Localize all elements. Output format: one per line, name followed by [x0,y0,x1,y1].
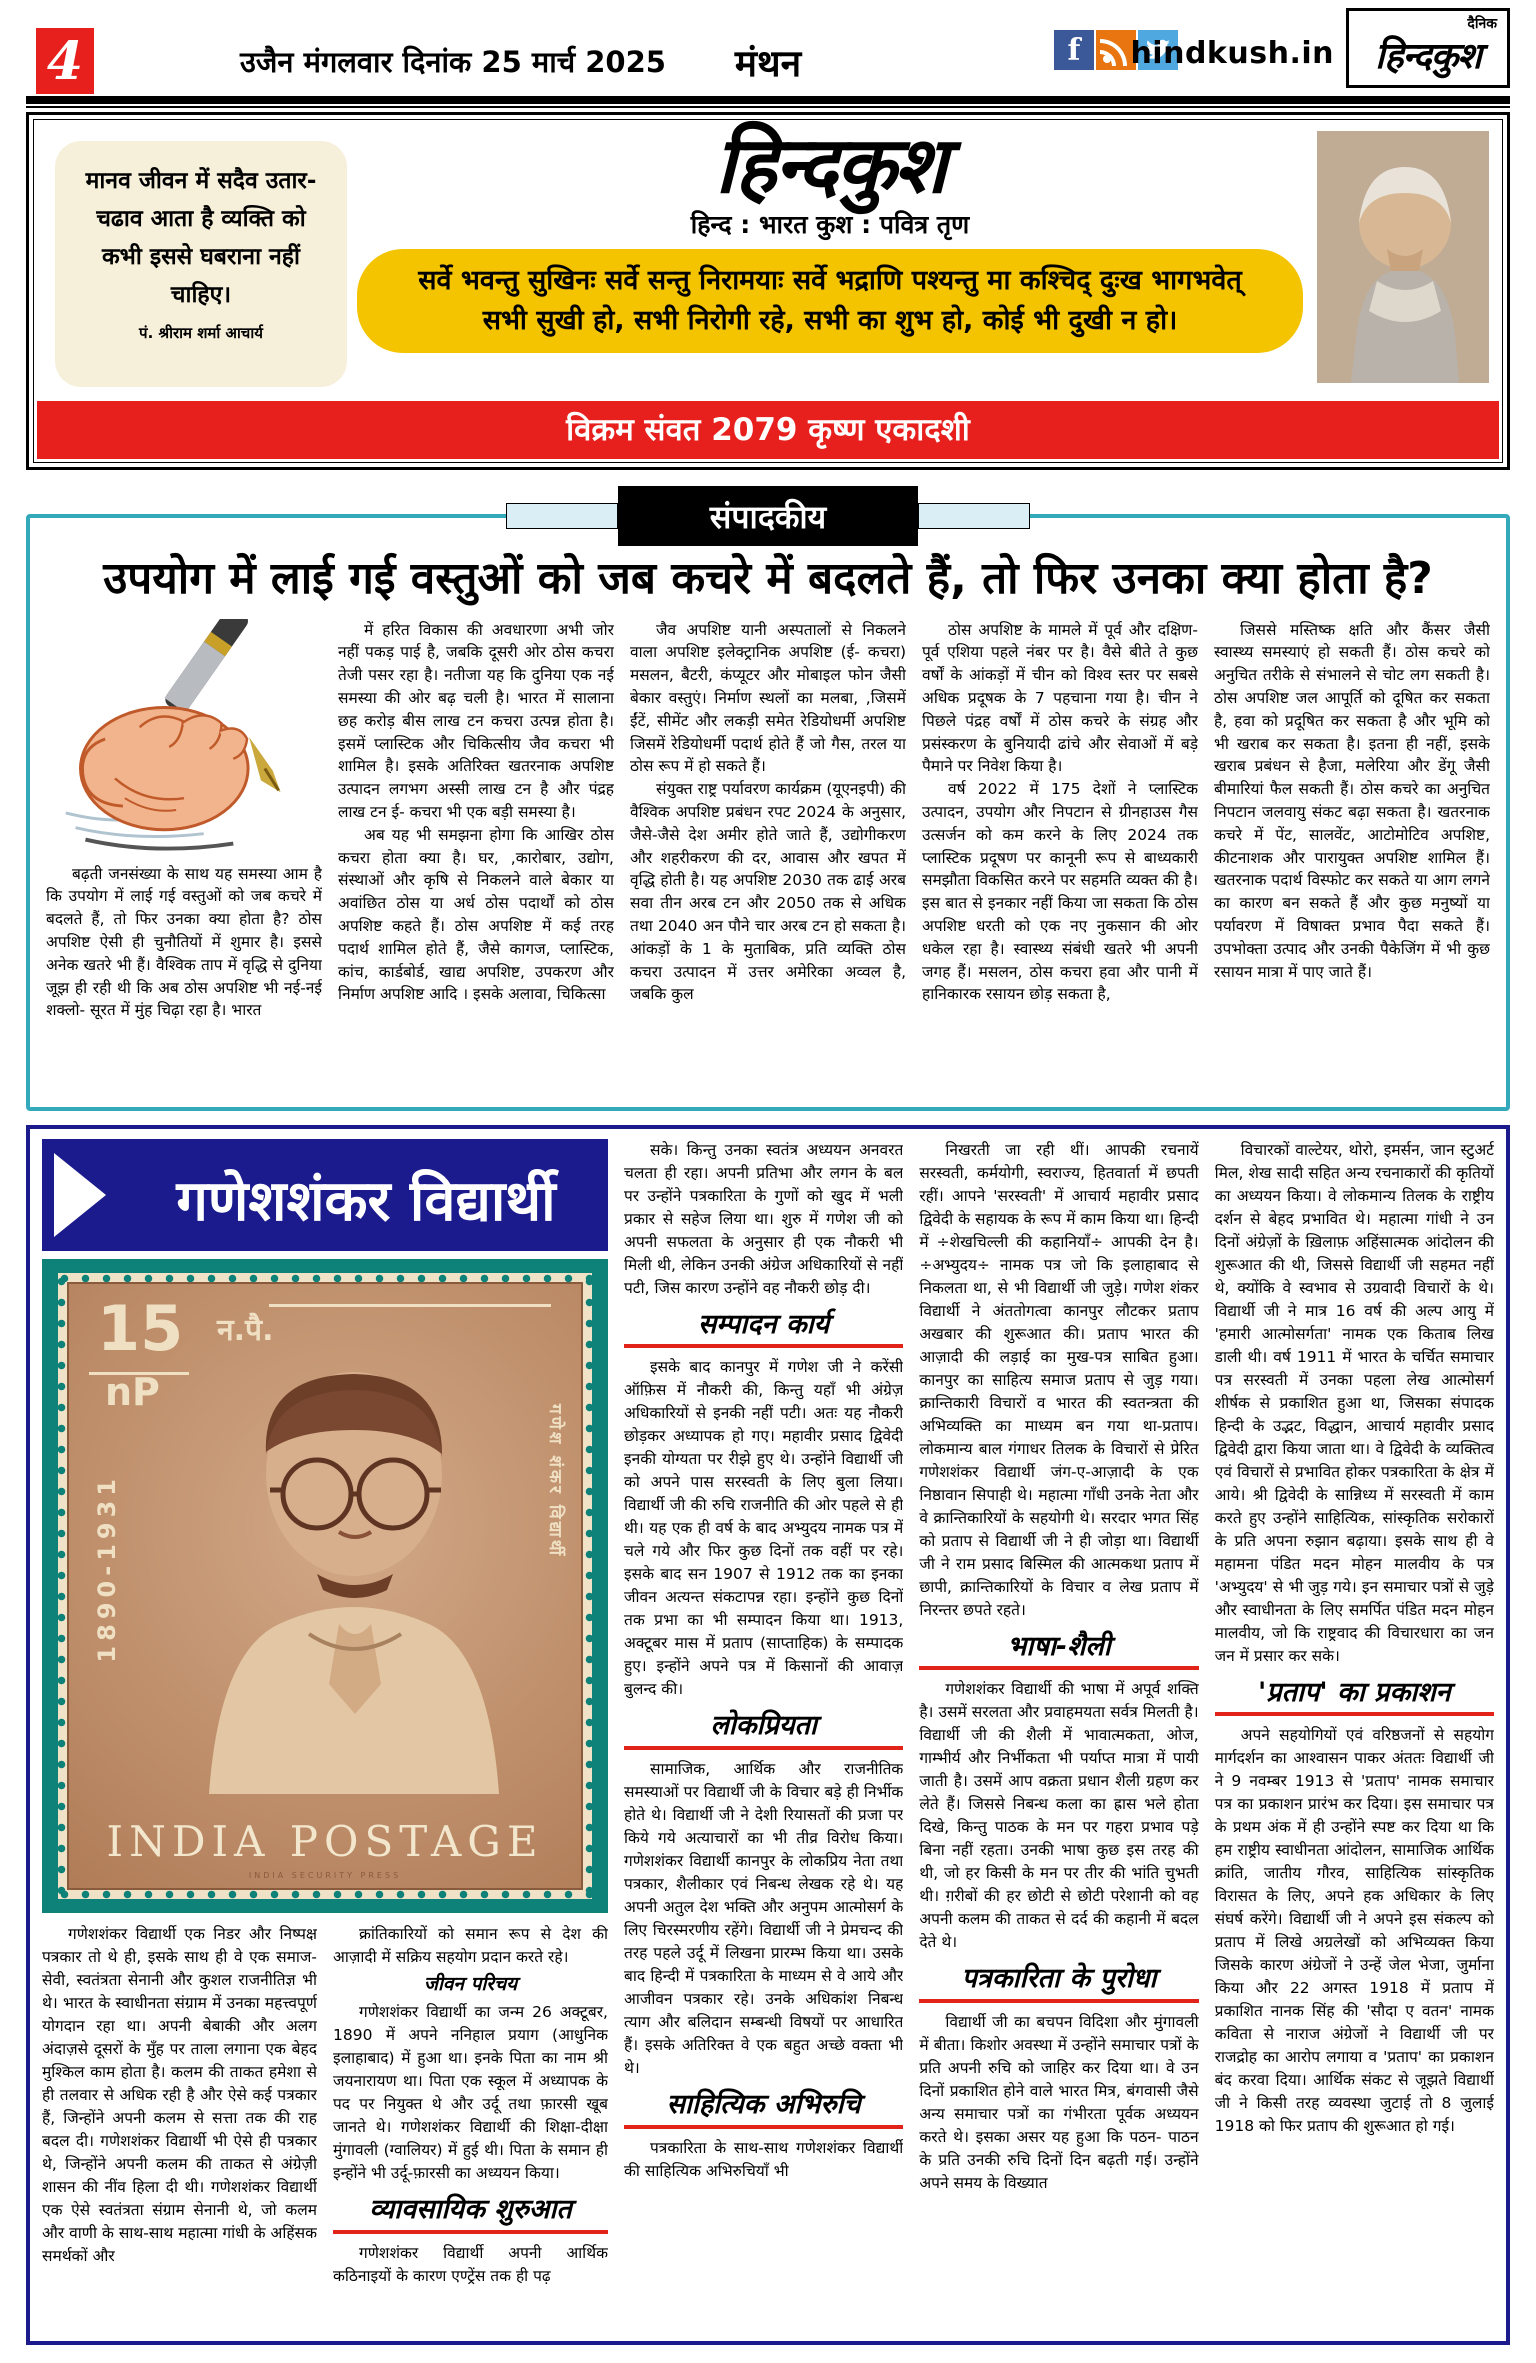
website-url[interactable]: hindkush.in [1130,36,1334,71]
masthead-box [26,112,1510,470]
daily-label: दैनिक [1467,16,1497,32]
stamp-perforation-left [51,1271,71,1901]
stamp-rule [269,1304,551,1307]
body-paragraph: पत्रकारिता के साथ-साथ गणेशशंकर विद्यार्थी की साहित्यिक अभिरुचियाँ भी [624,2138,904,2180]
article-subheading: पत्रकारिता के पुरोधा [919,1962,1198,2003]
editorial-column-2 [338,619,614,1097]
body-paragraph: इसके बाद कानपुर में गणेश जी ने करेंसी ऑफ़िस में नौकरी की, किन्तु यहाँ भी अंग्रेज़ अधिकारियों से इनकी नहीं पटी। अतः यह नौकरी छोड़कर अध्यापक हो गए। महावीर प्रसाद द्विवेदी इनकी योग्यता पर रीझे हुए थे। उन्होंने विद्यार्थी जी को अपने पास सरस्वती के लिए बुला लिया। विद्यार्थी जी की रुचि राजनीति की ओर पहले से ही थी। यह एक ही वर्ष के बाद अभ्युदय नामक पत्र में चले गये और फिर कुछ दिनों तक वहीं पर रहे। इसके बाद सन 1907 से 1912 तक का इनका जीवन अत्यन्त संकटापन्न रहा। इन्होंने कुछ दिनों तक प्रभा का भी सम्पादन किया था। 1913, अक्टूबर मास में प्रताप (साप्ताहिक) के सम्पादक हुए। इन्होंने अपने पत्र में किसानों की आवाज़ बुलन्द की। [624,1358,904,1699]
shloka-sanskrit: सर्वे भवन्तु सुखिनः सर्वे सन्तु निरामयाः सर्वे भद्राणि पश्यन्तु मा कश्चिद् दुःख भागभवेत् [418,265,1242,296]
writing-hand-illustration [46,619,322,863]
article-column-1a [42,1923,317,2331]
editorial-label: संपादकीय [618,486,918,546]
body-paragraph: जैव अपशिष्ट यानी अस्पतालों से निकलने वाला अपशिष्ट इलेक्ट्रानिक अपशिष्ट (ई- कचरा) मसलन, बैटरी, कंप्यूटर और मोबाइल फोन जैसी बेकार वस्तुएं। निर्माण स्थलों का मलबा, ,जिसमें ईंटें, सीमेंट और लकड़ी समेत रेडियोधर्मी अपशिष्ट जिसमें रेडियोधर्मी पदार्थ होते हैं जो गैस, तरल या ठोस रूप में हो सकते हैं। [630,620,906,776]
tab-right-wing [918,503,1030,529]
founder-portrait-photo [1317,131,1489,387]
editorial-column-5 [1214,619,1490,1097]
body-paragraph: गणेशशंकर विद्यार्थी एक निडर और निष्पक्ष पत्रकार तो थे ही, इसके साथ ही वे एक समाज-सेवी, स्वतंत्रता सेनानी और कुशल राजनीतिज्ञ भी थे। भारत के स्वाधीनता संग्राम में उनका महत्त्वपूर्ण योगदान रहा था। अपनी बेबाकी और अलग अंदाज़से दूसरों के मुँह पर ताला लगाना एक बेहद मुश्किल काम होता है। कलम की ताकत हमेशा से ही तलवार से अधिक रही है और ऐसे कई पत्रकार हैं, जिन्होंने अपनी कलम से सत्ता तक की राह बदल दी। गणेशशंकर विद्यार्थी भी ऐसे ही पत्रकार थे, जिन्होंने अपनी कलम की ताकत से अंग्रेज़ी शासन की नींव हिला दी थी। गणेशशंकर विद्यार्थी एक ऐसे स्वतंत्रता संग्राम सेनानी थे, जो कलम और वाणी के साथ-साथ महात्मा गांधी के अहिंसक समर्थकों और [42,1924,317,2265]
article-subheading: साहित्यिक अभिरुचि [624,2088,903,2129]
stamp-paper [58,1273,592,1899]
editorial-label-tab [506,486,1030,546]
body-paragraph: विचारकों वाल्टेयर, थोरो, इमर्सन, जान स्टुअर्ट मिल, शेख सादी सहित अन्य रचनाकारों की कृतियों का अध्ययन किया। वे लोकमान्य तिलक के राष्ट्रीय दर्शन से बेहद प्रभावित थे। महात्मा गांधी ने उन दिनों अंग्रेज़ों के ख़िलाफ़ अहिंसात्मक आंदोलन की शुरूआत की थी, जिससे विद्यार्थी जी सहमत नहीं थे, क्योंकि वे स्वभाव से उग्रवादी विचारों के थे। विद्यार्थी जी ने मात्र 16 वर्ष की अल्प आयु में 'हमारी आत्मोसर्गता' नामक एक किताब लिख डाली थी। वर्ष 1911 में भारत के चर्चित समाचार पत्र सरस्वती में उनका पहला लेख आत्मोसर्ग शीर्षक से प्रकाशित हुआ था, जिसका संपादक हिन्दी के उद्भट, विद्धान, आचार्य महावीर प्रसाद द्विवेदी द्वारा किया जाता था। वे द्विवेदी के व्यक्तित्व एवं विचारों से प्रभावित होकर पत्रकारिता के क्षेत्र में आये। श्री द्विवेदी के सान्निध्य में सरस्वती में काम करते हुए उन्होंने साहित्यिक, सांस्कृतिक सरोकारों के प्रति अपना रुझान बढ़ाया। इसके साथ ही वे महामना पंडित मदन मोहन मालवीय के पत्र 'अभ्युदय' से भी जुड़ गये। इन समाचार पत्रों से जुड़े और स्वाधीनता के लिए समर्पित पंडित मदन मोहन मालवीय, जो कि राष्ट्रवाद की विचारधारा का जन जन में प्रसार कर सके। [1214,1140,1494,1665]
article-title: गणेशशंकर विद्यार्थी [176,1168,556,1234]
stamp-denomination: 15 [97,1291,184,1365]
body-paragraph: में हरित विकास की अवधारणा अभी जोर नहीं पकड़ पाई है, जबकि दूसरी ओर ठोस कचरा तेजी पसर रहा है। नतीजा यह कि दुनिया एक नई समस्या की ओर बढ़ चली है। भारत में सालाना छह करोड़ बीस लाख टन कचरा उत्पन्न होता है। इसमें प्लास्टिक और चिकित्सीय जैव कचरा भी शामिल है। इसके अतिरिक्त खतरनाक अपशिष्ट उत्पादन लगभग अस्सी लाख टन है और पंद्रह लाख टन ई- कचरा भी एक बड़ी समस्या है। [338,620,614,821]
quote-author: पं. श्रीराम शर्मा आचार्य [139,323,263,342]
article-title-banner [42,1139,608,1251]
tab-left-wing [506,503,618,529]
stamp-perforation-bottom [54,1884,596,1904]
article-subheading: व्यावसायिक शुरुआत [333,2193,608,2234]
body-paragraph: अपने सहयोगियों एवं वरिष्ठजनों से सहयोग मार्गदर्शन का आश्वासन पाकर अंततः विद्यार्थी जी ने 9 नवम्बर 1913 से 'प्रताप' नामक समाचार पत्र का प्रकाशन प्रारंभ कर दिया। इस समाचार पत्र के प्रथम अंक में ही उन्होंने स्पष्ट कर दिया था कि हम राष्ट्रीय स्वाधीनता आंदोलन, सामाजिक आर्थिक क्रांति, जातीय गौरव, साहित्यिक सांस्कृतिक विरासत के लिए, अपने हक अधिकार के लिए संघर्ष करेंगे। विद्यार्थी जी ने अपने इस संकल्प को प्रताप में लिखे अग्रलेखों को अभिव्यक्त किया जिसके कारण अंग्रेजों ने उन्हें जेल भेजा, जुर्माना किया और 22 अगस्त 1918 में प्रताप में प्रकाशित नानक सिंह की 'सौदा ए वतन' नामक कविता से नाराज अंग्रेजों ने विद्यार्थी जी पर राजद्रोह का आरोप लगाया व 'प्रताप' का प्रकाशन बंद करवा दिया। आर्थिक संकट से जूझते विद्यार्थी जी ने किसी तरह व्यवस्था जुटाई तो 8 जुलाई 1918 को फिर प्रताप की शुरूआत हो गई। [1214,1726,1494,2136]
body-paragraph: निखरती जा रही थीं। आपकी रचनायें सरस्वती, कर्मयोगी, स्वराज्य, हितवार्ता में छपती रहीं। आपने 'सरस्वती' में आचार्य महावीर प्रसाद द्विवेदी के सहायक के रूप में काम किया था। हिन्दी में ÷शेखचिल्ली की कहानियाँ÷ आपकी देन है। ÷अभ्युदय÷ नामक पत्र जो कि इलाहाबाद से निकलता था, से भी विद्यार्थी जी जुड़े। गणेश शंकर विद्यार्थी ने अंततोगत्वा कानपुर लौटकर प्रताप अखबार की शुरूआत की। प्रताप भारत की आज़ादी की लड़ाई का मुख-पत्र साबित हुआ। कानपुर का साहित्य समाज प्रताप से जुड़ गया। क्रान्तिकारी विचारों व भारत की स्वतन्त्रता की अभिव्यक्ति का माध्यम बन गया था-प्रताप। लोकमान्य बाल गंगाधर तिलक के विचारों से प्रेरित गणेशशंकर विद्यार्थी जंग-ए-आज़ादी के एक निष्ठावान सिपाही थे। महात्मा गाँधी उनके नेता और वे क्रान्तिकारियों के सहयोगी थे। सरदार भगत सिंह को प्रताप से विद्यार्थी जी ने ही जोड़ा था। विद्यार्थी जी ने राम प्रसाद बिस्मिल की आत्मकथा प्रताप में छापी, क्रान्तिकारियों के विचार व लेख प्रताप में निरन्तर छपते रहते। [919,1140,1199,1619]
page-header [0,0,1536,96]
body-paragraph: क्रांतिकारियों को समान रूप से देश की आज़ादी में सक्रिय सहयोग प्रदान करते रहे। [333,1924,608,1966]
stamp-years: 1890-1931 [93,1473,121,1663]
header-rule [26,96,1510,108]
stamp-artwork [67,1282,583,1890]
editorial-column-1 [46,619,322,1097]
article-subheading: भाषा-शैली [919,1630,1198,1671]
banner-triangle-icon [54,1153,106,1237]
postage-stamp-image [42,1259,608,1913]
quote-card [55,141,347,387]
section-title: मंथन [734,42,802,85]
article-column-4 [1215,1139,1494,2331]
body-paragraph: संयुक्त राष्ट्र पर्यावरण कार्यक्रम (यूएनइपी) की वैश्विक अपशिष्ट प्रबंधन रपट 2024 के अनुसार, जैसे-जैसे देश अमीर होते जाते हैं, उद्योगीकरण और शहरीकरण की दर, आवास और खपत में वृद्धि होती है। यह अपशिष्ट 2030 तक ढाई अरब सवा तीन अरब टन और 2050 तक से अधिक तथा 2040 अन पौने चार अरब टन हो सकता है। आंकड़ों के 1 के मुताबिक, प्रति व्यक्ति ठोस कचरा उत्पादन में उत्तर अमेरिका अव्वल है, जबकि कुल [630,780,906,1004]
body-paragraph: सामाजिक, आर्थिक और राजनीतिक समस्याओं पर विद्यार्थी जी के विचार बड़े ही निर्भीक होते थे। विद्यार्थी जी ने देशी रियासतों की प्रजा पर किये गये अत्याचारों का भी तीव्र विरोध किया। गणेशशंकर विद्यार्थी कानपुर के लोकप्रिय नेता तथा पत्रकार, शैलीकार एवं निबन्ध लेखक रहे थे। यह अपनी अतुल देश भक्ति और अनुपम आत्मोसर्ग के लिए चिरस्मरणीय रहेंगे। विद्यार्थी जी ने प्रेमचन्द की तरह पहले उर्दू में लिखना प्रारम्भ किया था। उसके बाद हिन्दी में पत्रकारिता के माध्यम से वे आये और आजीवन पत्रकार रहे। उनके अधिकांश निबन्ध त्याग और बलिदान सम्बन्धी विषयों पर आधारित हैं। इसके अतिरिक्त वे एक बहुत अच्छे वक्ता भी थे। [624,1760,904,2078]
editorial-headline: उपयोग में लाई गई वस्तुओं को जब कचरे में बदलते हैं, तो फिर उनका क्या होता है? [103,553,1433,604]
body-paragraph: विद्यार्थी जी का बचपन विदिशा और मुंगावली में बीता। किशोर अवस्था में उन्होंने समाचार पत्रों के प्रति अपनी रुचि को जाहिर कर दिया था। वे उन दिनों प्रकाशित होने वाले भारत मित्र, बंगवासी जैसे अन्य समाचार पत्रों का गंभीरता पूर्वक अध्ययन करते थे। इसका असर यह हुआ कि पठन- पाठन के प्रति उनकी रुचि दिनों दिन बढ़ती गई। उन्होंने अपने समय के विख्यात [919,2013,1199,2193]
editorial-columns [40,619,1496,1097]
newspaper-logo: हिन्दकुश [714,121,946,211]
article-subheading: जीवन परिचय [423,1972,518,1995]
editorial-column-3 [630,619,906,1097]
dateline: उजैन मंगलवार दिनांक 25 मार्च 2025 [240,45,666,79]
shloka-box [357,249,1303,353]
stamp-perforation-top [54,1268,596,1288]
masthead-center [351,121,1309,395]
body-paragraph: सके। किन्तु उनका स्वतंत्र अध्ययन अनवरत चलता ही रहा। अपनी प्रतिभा और लगन के बल पर उन्होंने पत्रकारिता के गुणों को खुद में भली प्रकार से सहेज लिया था। शुरु में गणेश जी को अपनी सफलता के अनुसार ही एक नौकरी भी मिली थी, लेकिन उनकी अंग्रेज अधिकारियों से नहीं पटी, जिस कारण उन्होंने वह नौकरी छोड़ दी। [624,1140,904,1297]
article-subheading: लोकप्रियता [624,1709,903,1750]
body-paragraph: ठोस अपशिष्ट के मामले में पूर्व और दक्षिण- पूर्व एशिया पहले नंबर पर है। वैसे बीते ते कुछ वर्षों के आंकड़ों में चीन को विश्व स्तर पर सबसे अधिक प्रदूषक के 7 पहचाना गया है। चीन ने पिछले पंद्रह वर्षों में ठोस कचरे के संग्रह और प्रसंस्करण के बुनियादी ढांचे और सेवाओं में बड़े पैमाने पर निवेश किया है। [922,620,1198,776]
article-section [26,1125,1510,2345]
page-number-badge: 4 [36,28,94,94]
article-subheading: 'प्रताप' का प्रकाशन [1215,1676,1494,1717]
stamp-denomination-np: nP [105,1369,160,1414]
mini-logo-text: हिन्दकुश [1375,36,1481,77]
stamp-denomination-hindi: न.पै. [217,1312,274,1348]
body-paragraph: गणेशशंकर विद्यार्थी अपनी आर्थिक कठिनाइयों के कारण एण्ट्रेंस तक ही पढ़ [333,2244,608,2286]
masthead-mini-logo [1346,8,1510,88]
stamp-press-text: INDIA SECURITY PRESS [248,1870,402,1880]
article-column-2 [624,1139,903,2331]
calendar-bar: विक्रम संवत 2079 कृष्ण एकादशी [37,401,1499,459]
shloka-meaning: सभी सुखी हो, सभी निरोगी रहे, सभी का शुभ हो, कोई भी दुखी न हो। [482,304,1178,336]
article-column-3 [919,1139,1198,2331]
quote-text: मानव जीवन में सदैव उतार-चढाव आता है व्यक्ति को कभी इससे घबराना नहीं चाहिए। [85,168,317,308]
article-left-group [42,1139,608,2331]
editorial-column-text [46,863,322,1023]
stamp-country-text: INDIA POSTAGE [106,1816,544,1866]
body-paragraph: गणेशशंकर विद्यार्थी की भाषा में अपूर्व शक्ति है। उसमें सरलता और प्रवाहमयता सर्वत्र मिलती है। विद्यार्थी जी की शैली में भावात्मकता, ओज, गाम्भीर्य और निर्भीकता भी पर्याप्त मात्रा में पायी जाती है। उसमें आप वक्रता प्रधान शैली ग्रहण कर लेते हैं। जिससे निबन्ध कला का ह्रास भले होता दिखे, किन्तु पाठक के मन पर गहरा प्रभाव पड़े बिना नहीं रहता। उनकी भाषा कुछ इस तरह की थी, जो हर किसी के मन पर तीर की भांति चुभती थी। ग़रीबों की हर छोटी से छोटी परेशानी को वह अपनी कलम की ताकत से दर्द की कहानी में बदल देते थे। [919,1680,1199,1952]
editorial-column-4 [922,619,1198,1097]
body-paragraph: बढ़ती जनसंख्या के साथ यह समस्या आम है कि उपयोग में लाई गई वस्तुओं को जब कचरे में बदलते हैं, तो फिर उनका क्या होता है? ठोस अपशिष्ट ऐसी ही चुनौतियों में शुमार है। इससे अनेक खतरे भी हैं। वैश्विक ताप में वृद्धि से दुनिया जूझ ही रही थी कि अब ठोस अपशिष्ट भी नई-नई शक्लो- सूरत में मुंह चिढ़ा रहा है। भारत [46,864,322,1020]
body-paragraph: वर्ष 2022 में 175 देशों ने प्लास्टिक उत्पादन, उपयोग और निपटान से ग्रीनहाउस गैस उत्सर्जन को कम करने के लिए 2024 तक प्लास्टिक प्रदूषण पर कानूनी रूप से बाध्यकारी समझौता विकसित करने पर सहमति व्यक्त की है। इस बात से इनकार नहीं किया जा सकता कि ठोस अपशिष्ट धरती को एक नए नुकसान की ओर धकेल रहा है। स्वास्थ्य संबंधी खतरे भी अपनी जगह हैं। मसलन, ठोस कचरा हवा और पानी में हानिकारक रसायन छोड़ सकता है, [922,780,1198,1004]
article-subheading: सम्पादन कार्य [624,1308,903,1349]
body-paragraph: अब यह भी समझना होगा कि आखिर ठोस कचरा होता क्या है। घर, ,कारोबार, उद्योग, संस्थाओं और कृषि से निकलने वाले बेकार या अवांछित ठोस या अर्ध ठोस पदार्थों को ठोस अपशिष्ट कहते हैं। ठोस अपशिष्ट में कई तरह पदार्थ शामिल होते हैं, जैसे कागज, प्लास्टिक, कांच, कार्डबोर्ड, खाद्य अपशिष्ट, उपकरण और निर्माण अपशिष्ट आदि । इसके अलावा, चिकित्सा [338,825,614,1004]
facebook-icon[interactable]: f [1054,30,1094,70]
article-column-1b [333,1923,608,2331]
body-paragraph: गणेशशंकर विद्यार्थी का जन्म 26 अक्टूबर, 1890 में अपने ननिहाल प्रयाग (आधुनिक इलाहाबाद) में हुआ था। इनके पिता का नाम श्री जयनारायण था। पिता एक स्कूल में अध्यापक के पद पर नियुक्त थे और उर्दू तथा फ़ारसी खूब जानते थे। गणेशशंकर विद्यार्थी की शिक्षा-दीक्षा मुंगावली (ग्वालियर) में हुई थी। पिता के समान ही इन्होंने भी उर्दू-फ़ारसी का अध्ययन किया। [333,2003,608,2183]
logo-tagline: हिन्द : भारत कुश : पवित्र तृण [690,210,970,239]
stamp-name-vertical: गणेश शंकर विद्यार्थी [545,1403,565,1558]
editorial-section [26,497,1510,1111]
stamp-portrait [189,1324,519,1798]
body-paragraph: जिससे मस्तिष्क क्षति और कैंसर जैसी स्वास्थ्य समस्याएं हो सकती हैं। ठोस कचरे को अनुचित तरीके से संभालने से चोट लग सकती है। ठोस अपशिष्ट जल आपूर्ति को दूषित कर सकता है, हवा को प्रदूषित कर सकता है और भूमि को भी खराब कर सकता है। इतना ही नहीं, इसके खराब प्रबंधन से हैजा, मलेरिया और डेंगू जैसी बीमारियां फैल सकती हैं। ठोस कचरे का अनुचित निपटान जलवायु संकट बढ़ा सकता है। खतरनाक कचरे में पेंट, सालवेंट, आटोमोटिव अपशिष्ट, कीटनाशक और पारायुक्त अपशिष्ट शामिल हैं। खतरनाक पदार्थ विस्फोट कर सकते या आग लगने का कारण बन सकते हैं और कुछ मनुष्यों या पर्यावरण में विषाक्त प्रभाव पैदा सकते हैं। उपभोक्ता उत्पाद और उनकी पैकेजिंग में भी कुछ रसायन मात्रा में पाए जाते हैं। [1214,620,1490,981]
stamp-perforation-right [579,1271,599,1901]
